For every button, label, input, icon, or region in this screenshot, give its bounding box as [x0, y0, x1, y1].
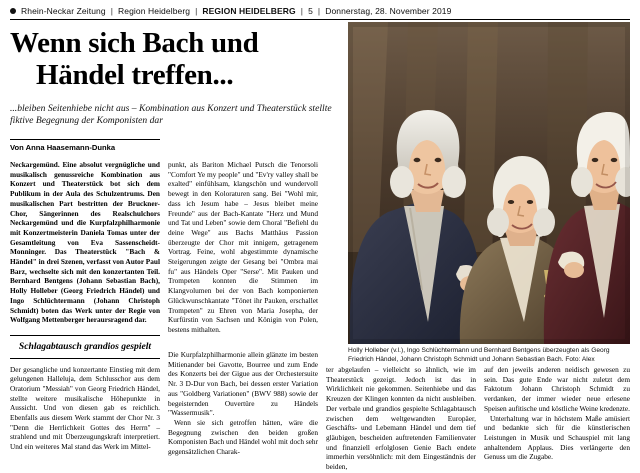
masthead-separator-2: |	[195, 6, 198, 16]
body-paragraph: Die Kurpfalzphilharmonie allein glänzte im besten Mitienander bei Gavotte, Bourree und zum Ende des Konzerts bei der Gigue aus der Orchestersuite Nr. 3 D-Dur von Bach, bei dessen erster Variation aus "Goldberg Variationen" (BWV 988) sowie der begeisternden Ouvertüre zu Händels "Wassermusik".	[168, 350, 318, 418]
bullet-icon	[10, 8, 16, 14]
masthead	[10, 6, 630, 20]
masthead-date: Donnerstag, 28. November 2019	[325, 6, 452, 16]
photo-caption: Holly Holleber (v.l.), Ingo Schlüchtermann und Bernhard Bentgens überzeugten als Georg Friedrich Händel, Johann Christoph Schmidt und Johann Sebastian Bach. Foto: Alex	[348, 347, 610, 363]
body-column-2	[168, 160, 318, 335]
body-paragraph: Unterhaltung war in höchstem Maße amüsiert und bedankte sich für die künstlerischen Leistungen in Musik und Schauspiel mit lang anhaltendem Applaus. Dies verlängerte den Genuss um die Zugabe.	[484, 413, 630, 462]
headline-line-1: Wenn sich Bach und	[10, 27, 259, 59]
body-column-3	[326, 365, 476, 472]
masthead-section-bold: REGION HEIDELBERG	[202, 6, 296, 16]
masthead-separator-3: |	[300, 6, 304, 16]
body-paragraph: Der gesangliche und konzertante Einstieg mit dem gelungenen Halleluja, dem Schlusschor aus dem Oratorium "Messiah" von Georg Friedrich Händel, stellte weitere musikalische Höhepunkte in Aussicht. Und von diesen gab es reichlich. Ebenfalls aus diesem Werk stammt der Chor Nr. 3 "Denn die Herrlichkeit Gottes des Herrn" – strahlend und mit Überzeugungskraft interpretiert. Und ein weiteres Mal stand das Werk im Mittel-	[10, 364, 160, 452]
masthead-section: Region Heidelberg	[118, 6, 191, 16]
body-paragraph: Neckargemünd. Eine absolut vergnügliche und musikalisch genussreiche Kombination aus Konzert und Theaterstück bot sich dem Publikum in der Aula des Schulzentrums. Den musikalischen Part bestritten der Bruckner-Chor, Sängerinnen des Realschulchors Neckargemünd und die Kurpfalzphilharmonie mit Konzertmeisterin Daniela Tomas unter der Gesamtleitung von Eva Sassenscheidt-Monninger. Das Theaterstück "Bach & Händel" in drei Szenen, verfasst von Autor Paul Barz, wechselte sich mit den konzertanten Teil. Bernhard Bentgens (Johann Sebastian Bach), Holly Holleber (Georg Friedrich Händel) und Ingo Schlüchtermann (Johann Christoph Schmidt) boten das Werk unter der Regie von Wolfgang Mettenberger heraursragend dar.	[10, 160, 160, 325]
masthead-publication: Rhein-Neckar Zeitung	[21, 6, 106, 16]
masthead-separator-4: |	[317, 6, 321, 16]
masthead-separator-1: |	[110, 6, 113, 16]
masthead-page-number: 5	[308, 6, 313, 16]
body-column-1	[10, 160, 160, 325]
pull-quote: Schlagabtausch grandios gespielt	[10, 335, 160, 359]
body-column-4	[484, 365, 630, 462]
body-paragraph: auf den jeweils anderen neidisch gewesen zu sein. Das gute Ende war nicht zuletzt dem Faktotum Johann Christoph Schmidt zu verdanken, der immer wieder neue erlesene Speisen aufitische und köstliche Weine kredenzte.	[484, 365, 630, 413]
page-title	[10, 27, 340, 92]
body-column-2-lower	[168, 350, 318, 457]
byline: Von Anna Haasemann-Dunka	[10, 139, 160, 152]
body-paragraph: punkt, als Bariton Michael Putsch die Tenorsoli "Comfort Ye my people" und "Ev'ry valley shall be exalted" einfühlsam, klangschön und wundervoll bewegt in den Koloraturen sang. Bei "Wohl mir, dass ich Jesum habe – Jesus bleibet meine Freunde" aus der Bach-Kantate "Herz und Mund und Tat und Leben" sowie dem Choral "Befiehl du deine Wege" aus Bachs Matthäus Passion überzeugte der Chor mit innigem, getragenem Vortrag. Feine, wohl abgestimmte dynamische Steigerungen zeigte der Gesang bei "Ombra mai fu" aus Händels Oper "Serse". Mit Pauken und Trompeten konnten die Stimmen im Klangvolumen bei der von Bach komponierten Glückwunschkantate "Tönet ihr Pauken, erschallet Trompeten" zu Ehren von Maria Josepha, der Kurfürstin von Sachsen und Königin von Polen, bestens mithalten.	[168, 160, 318, 334]
body-paragraph: ter abgelaufen – vielleicht so ähnlich, wie im Theaterstück gezeigt. Jedoch ist das in Wirklichkeit nie gekommen. Seitenhiebe und das Kreuzen der Klingen konnten da nicht ausbleiben. Der verbale und grandios gespielte Schlagabtausch zwischen dem weltgewandten Europäer, Geschäfts- und Lebemann Händel und dem tief gläubigen, bescheiden auftretenden Familienvater und finanziell erfolglosen Genie Bach endete immerhin versöhnlich: mit dem Eingeständnis der beiden,	[326, 365, 476, 472]
standfirst: ...bleiben Seitenhiebe nicht aus – Kombination aus Konzert und Theaterstück stellte fiktive Begegnung der Komponisten dar	[10, 102, 332, 127]
article-body	[10, 160, 630, 472]
headline-line-2: Händel treffen...	[36, 59, 234, 92]
body-paragraph: Wenn sie sich getroffen hätten, wäre die Begegnung zwischen den beiden großen Komponisten Bach und Händel wohl mit doch sehr gegensätzlichen Charak-	[168, 417, 318, 457]
body-column-1-lower	[10, 335, 160, 452]
